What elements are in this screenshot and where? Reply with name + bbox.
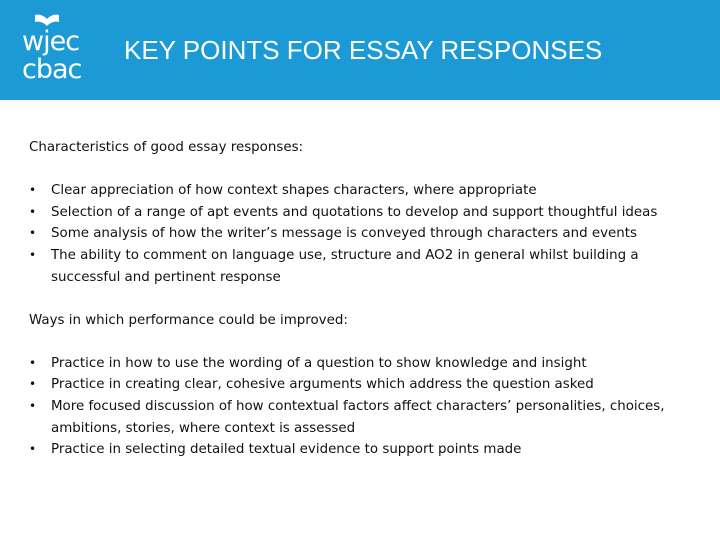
bullet-icon: •: [29, 442, 37, 457]
bullet-icon: •: [29, 398, 37, 413]
logo-text-wjec: wjec: [22, 26, 80, 57]
list-item-text: Clear appreciation of how context shapes characters, where appropriate: [51, 183, 537, 198]
list-item: [29, 223, 699, 245]
wjec-cbac-logo: [18, 12, 88, 88]
bullet-icon: •: [29, 204, 37, 219]
header-bar: [0, 0, 720, 100]
bullet-icon: •: [29, 377, 37, 392]
list-item-text: Practice in how to use the wording of a question to show knowledge and insight: [51, 355, 587, 371]
list-item: [29, 245, 699, 288]
list-item-text: Some analysis of how the writer’s message is conveyed through characters and events: [51, 226, 637, 242]
bullet-icon: •: [29, 248, 37, 263]
bullet-icon: •: [29, 226, 37, 241]
list-item: [29, 374, 699, 396]
list-item-text: Selection of a range of apt events and quotations to develop and support thoughtful ideas: [51, 204, 658, 220]
section-heading-characteristics: Characteristics of good essay responses:: [29, 140, 304, 155]
bullet-icon: •: [29, 183, 37, 197]
logo-text-cbac: cbac: [22, 54, 82, 85]
section-heading-improvements: Ways in which performance could be improved:: [29, 312, 348, 328]
bullet-icon: •: [29, 355, 37, 370]
list-item: [29, 396, 699, 439]
characteristics-list: [29, 180, 699, 289]
list-item: [29, 202, 699, 224]
list-item-text: Practice in selecting detailed textual evidence to support points made: [51, 442, 522, 458]
list-item: [29, 180, 699, 202]
list-item-text: Practice in creating clear, cohesive arguments which address the question asked: [51, 377, 594, 393]
list-item: [29, 353, 699, 375]
page-title: KEY POINTS FOR ESSAY RESPONSES: [124, 35, 603, 65]
list-item-text: More focused discussion of how contextual factors affect characters’ personalities, choices, ambitions, stories, where context is assessed: [51, 398, 665, 436]
list-item: [29, 439, 699, 461]
improvements-list: [29, 353, 699, 462]
list-item-text: The ability to comment on language use, structure and AO2 in general whilst building a successful and pertinent response: [51, 248, 639, 285]
slide-content: [29, 137, 699, 461]
